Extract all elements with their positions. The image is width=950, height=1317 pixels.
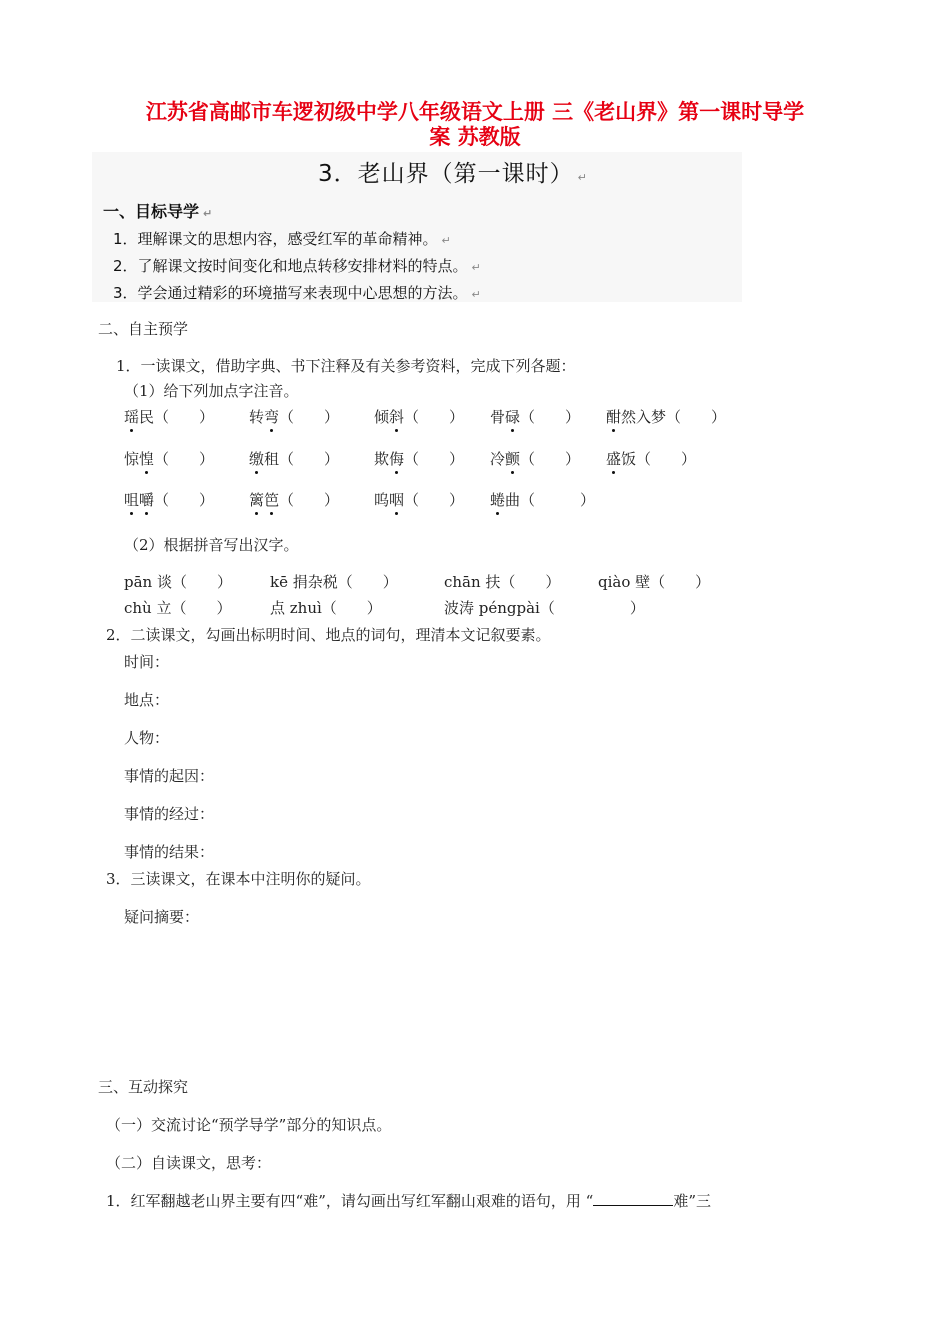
return-mark-icon: ↵ [471,288,481,301]
element-process: 事情的经过： [124,805,215,823]
pinyin-item: 咀嚼（ ） [124,491,215,509]
write-item: 波涛 péngpài（ ） [444,599,645,617]
section3-p2: （二）自读课文，思考： [106,1154,272,1172]
title-line-1: 江苏省高邮市车逻初级中学八年级语文上册 三《老山界》第一课时导学 [145,100,805,124]
lesson-title-text: 3．老山界（第一课时） [318,161,574,187]
goal-item [113,228,451,249]
pinyin-item: 酣然入梦（ ） [606,408,727,426]
question-1: 1．一读课文，借助字典、书下注释及有关参考资料，完成下列各题： [116,357,576,375]
element-time: 时间： [124,653,170,671]
write-item: kē 捐杂税（ ） [270,573,398,591]
return-mark-icon: ↵ [577,171,588,184]
section3-q1-pre: 1．红军翻越老山界主要有四“难”，请勾画出写红军翻山艰难的语句，用 “ [106,1192,594,1210]
question-1b: （2）根据拼音写出汉字。 [124,536,299,554]
return-mark-icon: ↵ [441,234,451,247]
element-result: 事情的结果： [124,843,215,861]
section-heading: 三、互动探究 [98,1078,189,1096]
title-line-2: 案 苏教版 [429,125,521,149]
write-item: chān 扶（ ） [444,573,561,591]
goal-item-text: 2．了解课文按时间变化和地点转移安排材料的特点。 [113,257,468,275]
element-place: 地点： [124,691,170,709]
pinyin-item: 倾斜（ ） [374,408,465,426]
question-3: 3．三读课文，在课本中注明你的疑问。 [106,870,371,888]
goal-item-text: 3．学会通过精彩的环境描写来表现中心思想的方法。 [113,284,468,302]
goal-item-text: 1．理解课文的思想内容，感受红军的革命精神。 [113,230,438,248]
section3-q1 [106,1190,711,1211]
lesson-title [318,155,588,188]
write-item: 点 zhuì（ ） [270,599,382,617]
pinyin-item: 瑶民（ ） [124,408,215,426]
section3-q1-post: 难”三 [673,1192,711,1210]
question-2: 2．二读课文，勾画出标明时间、地点的词句，理清本文记叙要素。 [106,626,551,644]
element-cause: 事情的起因： [124,767,215,785]
fill-blank[interactable] [593,1191,673,1206]
write-item: chù 立（ ） [124,599,232,617]
pinyin-item: 冷颤（ ） [490,450,581,468]
document-title [80,100,870,150]
pinyin-item: 欺侮（ ） [374,450,465,468]
return-mark-icon: ↵ [203,207,213,220]
pinyin-item: 转弯（ ） [249,408,340,426]
pinyin-item: 惊惶（ ） [124,450,215,468]
pinyin-item: 盛饭（ ） [606,450,697,468]
pinyin-item: 骨碌（ ） [490,408,581,426]
goal-item [113,282,481,303]
question-1a: （1）给下列加点字注音。 [124,382,299,400]
element-people: 人物： [124,729,170,747]
question-3-label: 疑问摘要： [124,908,200,926]
pinyin-item: 蜷曲（ ） [490,491,596,509]
pinyin-item: 呜咽（ ） [374,491,465,509]
write-item: pān 谈（ ） [124,573,232,591]
section3-p1: （一）交流讨论“预学导学”部分的知识点。 [106,1116,392,1134]
return-mark-icon: ↵ [471,261,481,274]
write-item: qiào 壁（ ） [598,573,711,591]
pinyin-item: 缴租（ ） [249,450,340,468]
goal-item [113,255,481,276]
section-heading: 二、自主预学 [98,320,189,338]
goals-heading [103,199,212,222]
goals-heading-text: 一、目标导学 [103,202,200,221]
pinyin-item: 篱笆（ ） [249,491,340,509]
